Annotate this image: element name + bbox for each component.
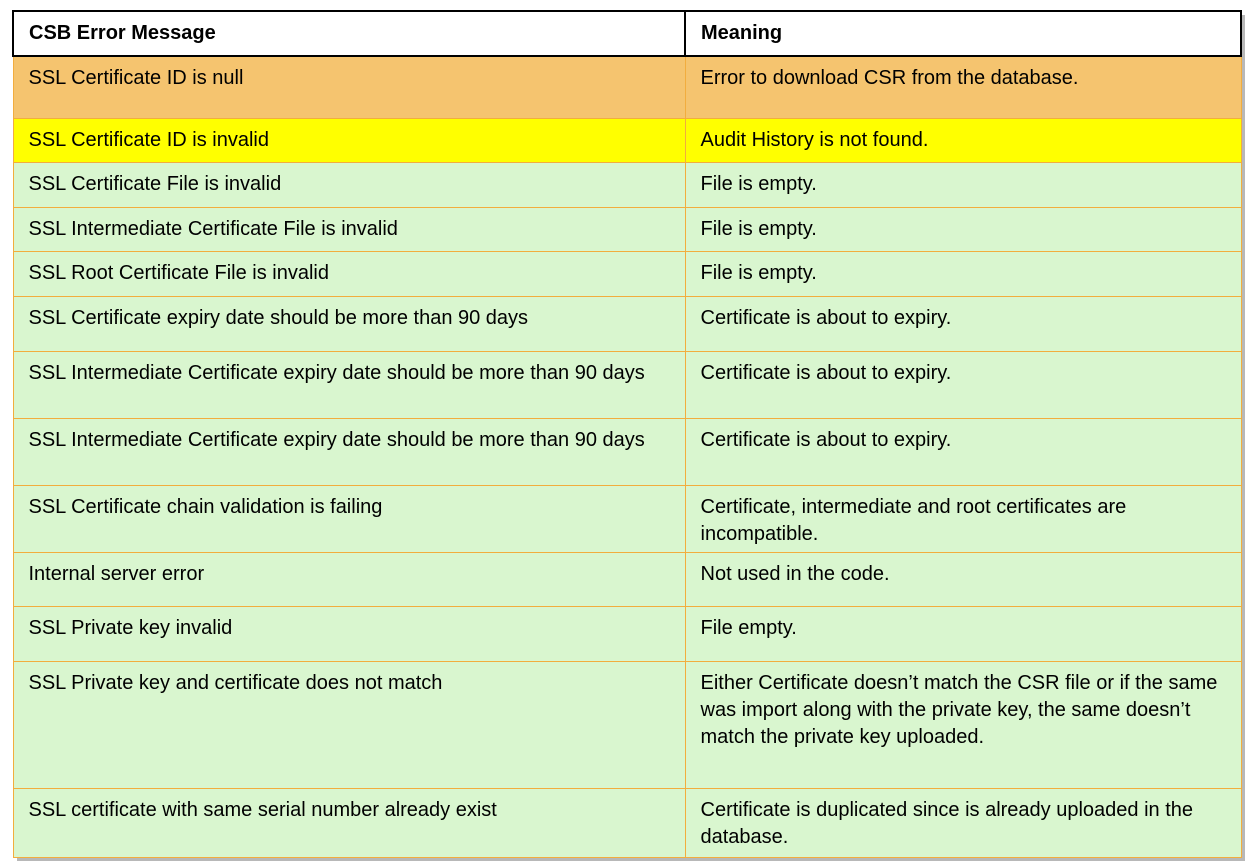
table-row bbox=[13, 251, 1241, 296]
header-error-message: CSB Error Message bbox=[13, 11, 685, 56]
error-message-cell: SSL Root Certificate File is invalid bbox=[13, 251, 685, 296]
error-message-cell: SSL Certificate ID is invalid bbox=[13, 118, 685, 162]
meaning-cell: File is empty. bbox=[685, 251, 1241, 296]
error-message-table bbox=[12, 10, 1242, 858]
meaning-cell: File is empty. bbox=[685, 207, 1241, 251]
meaning-cell: Certificate is duplicated since is already uploaded in the database. bbox=[685, 788, 1241, 857]
error-message-cell: SSL certificate with same serial number already exist bbox=[13, 788, 685, 857]
header-meaning: Meaning bbox=[685, 11, 1241, 56]
error-message-cell: SSL Certificate chain validation is failing bbox=[13, 485, 685, 552]
meaning-cell: Certificate, intermediate and root certificates are incompatible. bbox=[685, 485, 1241, 552]
table-header-row bbox=[13, 11, 1241, 56]
error-message-cell: SSL Certificate expiry date should be more than 90 days bbox=[13, 296, 685, 351]
error-message-cell: SSL Intermediate Certificate expiry date should be more than 90 days bbox=[13, 418, 685, 485]
table-row bbox=[13, 351, 1241, 418]
meaning-cell: Audit History is not found. bbox=[685, 118, 1241, 162]
error-message-cell: SSL Certificate File is invalid bbox=[13, 162, 685, 207]
meaning-cell: Either Certificate doesn’t match the CSR file or if the same was import along with the private key, the same doesn’t match the private key uploaded. bbox=[685, 661, 1241, 788]
error-message-cell: SSL Private key and certificate does not match bbox=[13, 661, 685, 788]
error-message-cell: SSL Intermediate Certificate File is invalid bbox=[13, 207, 685, 251]
table-row bbox=[13, 118, 1241, 162]
meaning-cell: Certificate is about to expiry. bbox=[685, 418, 1241, 485]
table-row bbox=[13, 162, 1241, 207]
table-row bbox=[13, 788, 1241, 857]
table-row bbox=[13, 418, 1241, 485]
meaning-cell: Certificate is about to expiry. bbox=[685, 351, 1241, 418]
meaning-cell: Not used in the code. bbox=[685, 552, 1241, 606]
meaning-cell: Error to download CSR from the database. bbox=[685, 56, 1241, 118]
table-row bbox=[13, 296, 1241, 351]
table-row bbox=[13, 56, 1241, 118]
table-row bbox=[13, 661, 1241, 788]
table-row bbox=[13, 207, 1241, 251]
meaning-cell: File empty. bbox=[685, 606, 1241, 661]
meaning-cell: File is empty. bbox=[685, 162, 1241, 207]
error-message-cell: Internal server error bbox=[13, 552, 685, 606]
table-row bbox=[13, 552, 1241, 606]
error-message-cell: SSL Certificate ID is null bbox=[13, 56, 685, 118]
error-message-cell: SSL Private key invalid bbox=[13, 606, 685, 661]
table-row bbox=[13, 485, 1241, 552]
meaning-cell: Certificate is about to expiry. bbox=[685, 296, 1241, 351]
table-row bbox=[13, 606, 1241, 661]
error-message-cell: SSL Intermediate Certificate expiry date should be more than 90 days bbox=[13, 351, 685, 418]
